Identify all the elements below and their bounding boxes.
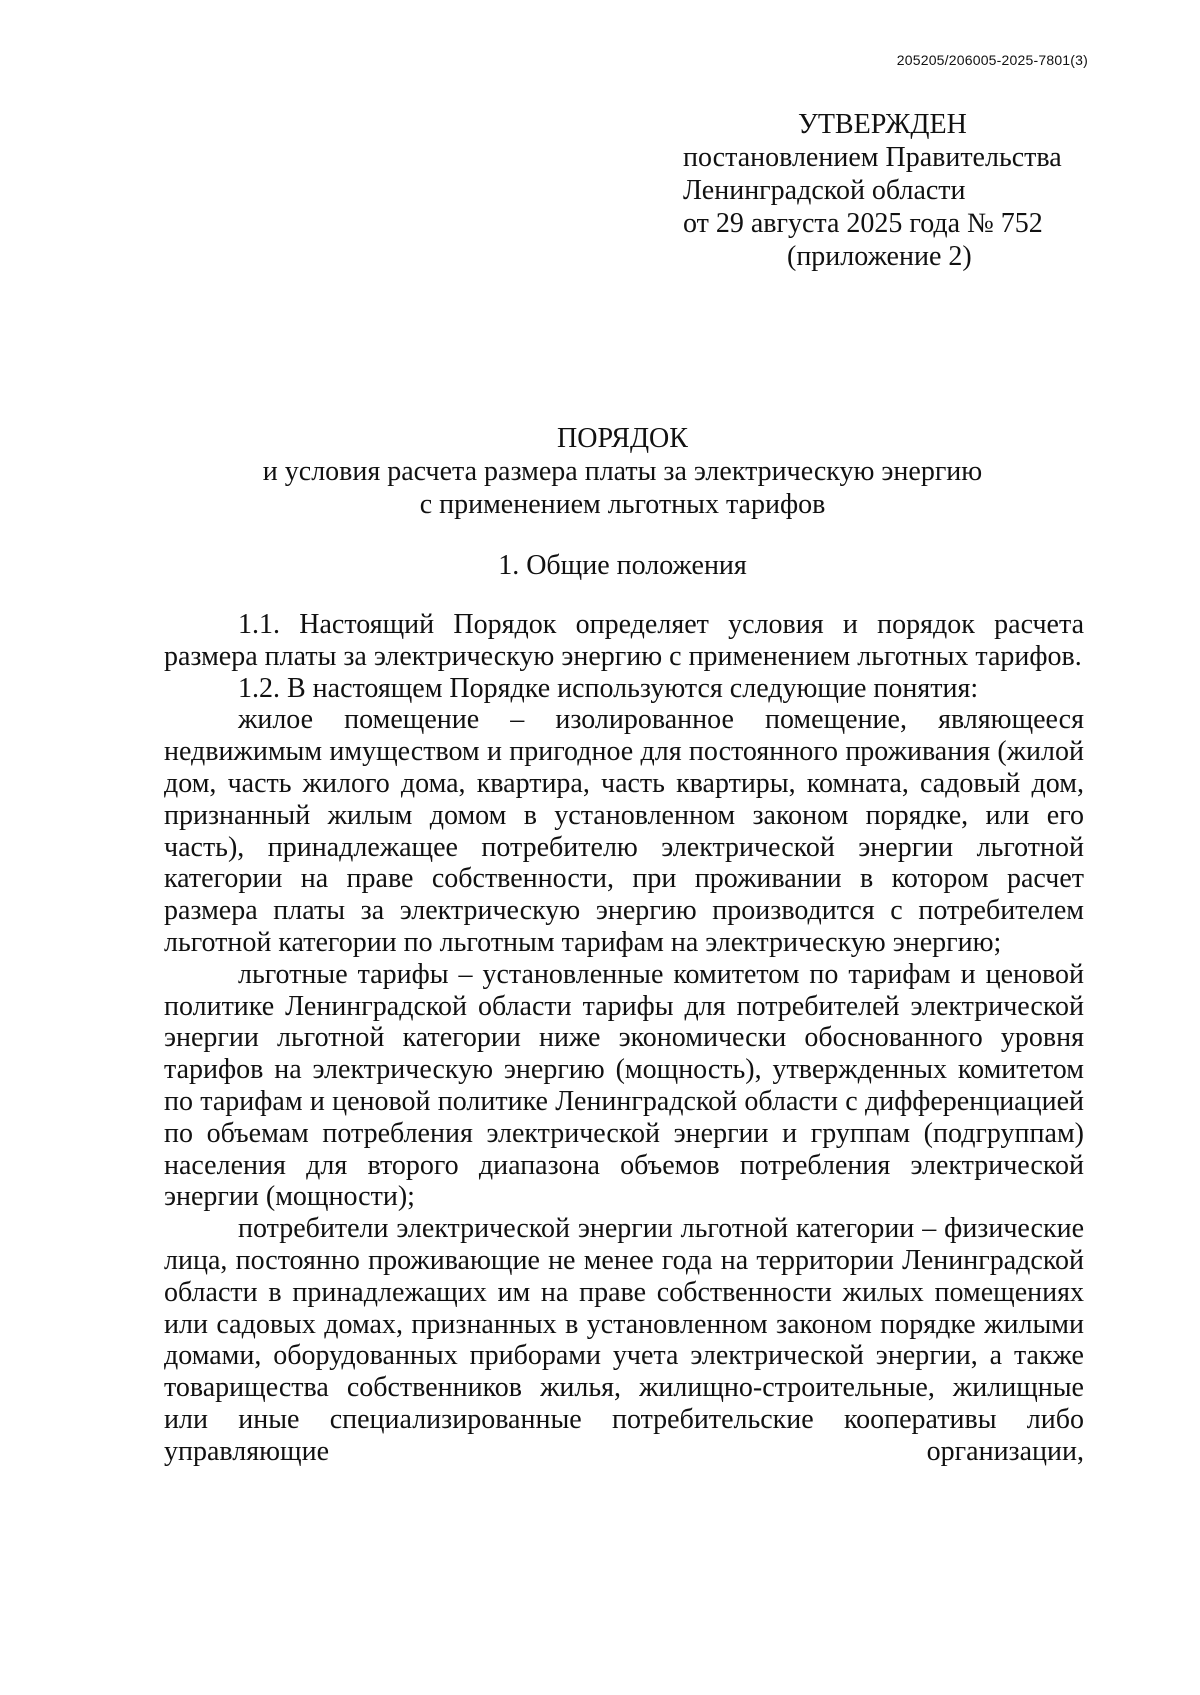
- definition-living-premises: жилое помещение – изолированное помещение, являющееся недвижимым имуществом и пригодное для постоянного проживания (жилой дом, часть жилого дома, квартира, часть квартиры, комната, садовый дом, признанный жилым домом в установленном законом порядке, или его часть), принадлежащее потребителю электрической энергии льготной категории на праве собственности, при проживании в котором расчет размера платы за электрическую энергию производится с потребителем льготной категории по льготным тарифам на электрическую энергию;: [164, 704, 1084, 958]
- section-heading: 1. Общие положения: [498, 550, 747, 581]
- definition-preferential-consumers: потребители электрической энергии льготной категории – физические лица, постоянно проживающие не менее года на территории Ленинградской области в принадлежащих им на праве собственности жилых помещениях или садовых домах, признанных в установленном законом порядке жилыми домами, оборудованных приборами учета электрической энергии, а также товарищества собственников жилья, жилищно-строительные, жилищные или иные специализированные потребительские кооперативы либо управляющие организации,: [164, 1213, 1084, 1467]
- paragraph-1-2: 1.2. В настоящем Порядке используются следующие понятия:: [238, 672, 979, 704]
- document-title: ПОРЯДОК: [557, 423, 688, 454]
- paragraph-1-1: 1.1. Настоящий Порядок определяет условия и порядок расчета размера платы за электрическую энергию с применением льготных тарифов.: [164, 609, 1084, 672]
- approval-line-resolution: постановлением Правительства: [683, 142, 1062, 173]
- document-subtitle-line-2: с применением льготных тарифов: [419, 489, 826, 520]
- approval-line-region: Ленинградской области: [683, 175, 966, 206]
- document-registration-number: 205205/206005-2025-7801(3): [896, 52, 1088, 68]
- approval-line-date-number: от 29 августа 2025 года № 752: [683, 208, 1043, 239]
- document-title-block: [160, 422, 1085, 521]
- document-subtitle-line-1: и условия расчета размера платы за электрическую энергию: [262, 456, 983, 487]
- approval-appendix: (приложение 2): [787, 241, 972, 272]
- document-body: [164, 609, 1084, 1468]
- approval-title: УТВЕРЖДЕН: [798, 109, 967, 140]
- definition-preferential-tariffs: льготные тарифы – установленные комитетом по тарифам и ценовой политике Ленинградской области тарифы для потребителей электрической энергии льготной категории ниже экономически обоснованного уровня тарифов на электрическую энергию (мощность), утвержденных комитетом по тарифам и ценовой политике Ленинградской области с дифференциацией по объемам потребления электрической энергии и группам (подгруппам) населения для второго диапазона объемов потребления электрической энергии (мощности);: [164, 958, 1084, 1213]
- approval-stamp-block: [683, 108, 1062, 273]
